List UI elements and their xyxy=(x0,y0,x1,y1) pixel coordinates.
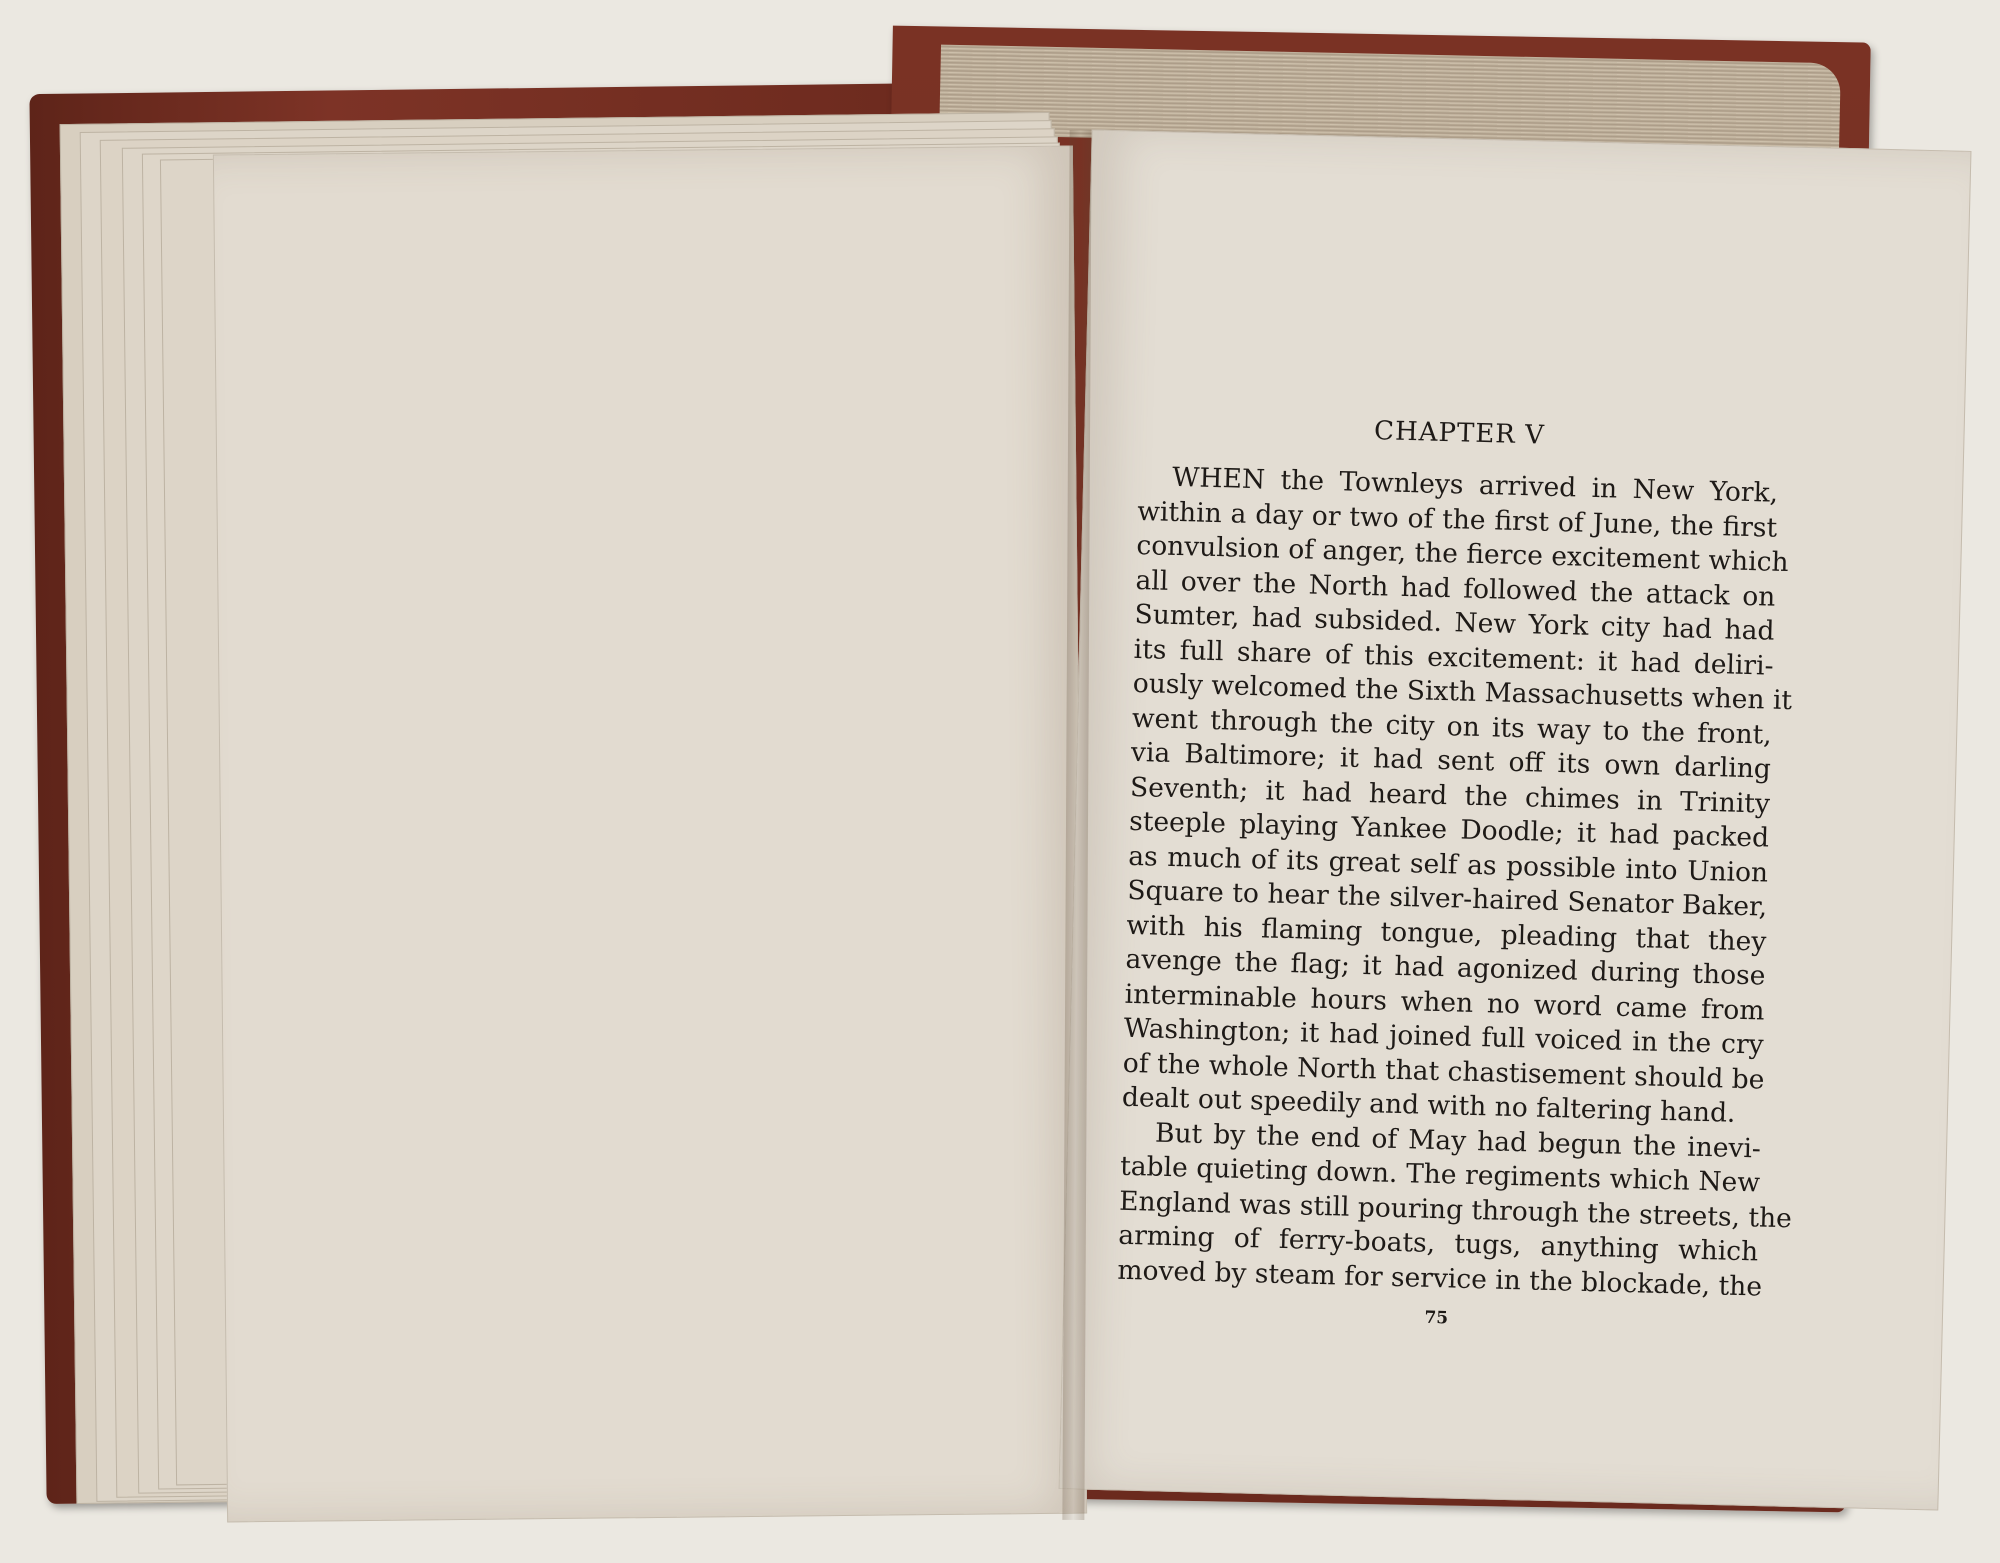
paragraph-lines xyxy=(1117,460,1793,1304)
page-number: 75 xyxy=(1424,1307,1449,1329)
blank-left-page xyxy=(213,146,1087,1523)
text-line: steeple playing Yankee Doodle; it had packed xyxy=(1128,805,1770,854)
text-line: convulsion of anger, the fierce excitement which xyxy=(1136,529,1789,579)
page-text xyxy=(1116,410,1793,1336)
text-line: Square to hear the silver-haired Senator Baker, xyxy=(1127,874,1768,923)
text-line: WHEN the Townleys arrived in New York, xyxy=(1171,461,1779,509)
text-line: Washington; it had joined full voiced in the cry xyxy=(1123,1012,1764,1061)
text-line: dealt out speedily and with no faltering hand. xyxy=(1121,1081,1736,1129)
text-line: arming of ferry-boats, tugs, anything which xyxy=(1117,1219,1759,1268)
text-line: with his flaming tongue, pleading that they xyxy=(1126,909,1767,958)
chapter-title: CHAPTER V xyxy=(1373,416,1546,451)
text-line: interminable hours when no word came from xyxy=(1124,978,1765,1027)
text-line: its full share of this excitement: it had deliri- xyxy=(1133,633,1774,682)
text-line: Sumter, had subsided. New York city had had xyxy=(1134,598,1775,647)
text-line: Seventh; it had heard the chimes in Trinity xyxy=(1129,771,1771,820)
text-line: of the whole North that chastisement should be xyxy=(1122,1047,1765,1096)
text-line: as much of its great self as possible into Union xyxy=(1127,840,1769,889)
text-line: all over the North had followed the attack on xyxy=(1135,564,1776,613)
text-line: England was still pouring through the streets, the xyxy=(1118,1185,1793,1234)
text-line: moved by steam for service in the blockade, the xyxy=(1117,1254,1763,1303)
text-line: table quieting down. The regiments which New xyxy=(1119,1150,1761,1199)
text-line: went through the city on its way to the front, xyxy=(1131,702,1773,751)
text-line: ously welcomed the Sixth Massachusetts when it xyxy=(1132,667,1793,717)
text-line: within a day or two of the first of June, the first xyxy=(1136,495,1778,544)
text-line: But by the end of May had begun the inevi- xyxy=(1154,1117,1762,1165)
text-line: avenge the flag; it had agonized during those xyxy=(1125,943,1766,992)
text-line: via Baltimore; it had sent off its own darling xyxy=(1130,736,1772,785)
